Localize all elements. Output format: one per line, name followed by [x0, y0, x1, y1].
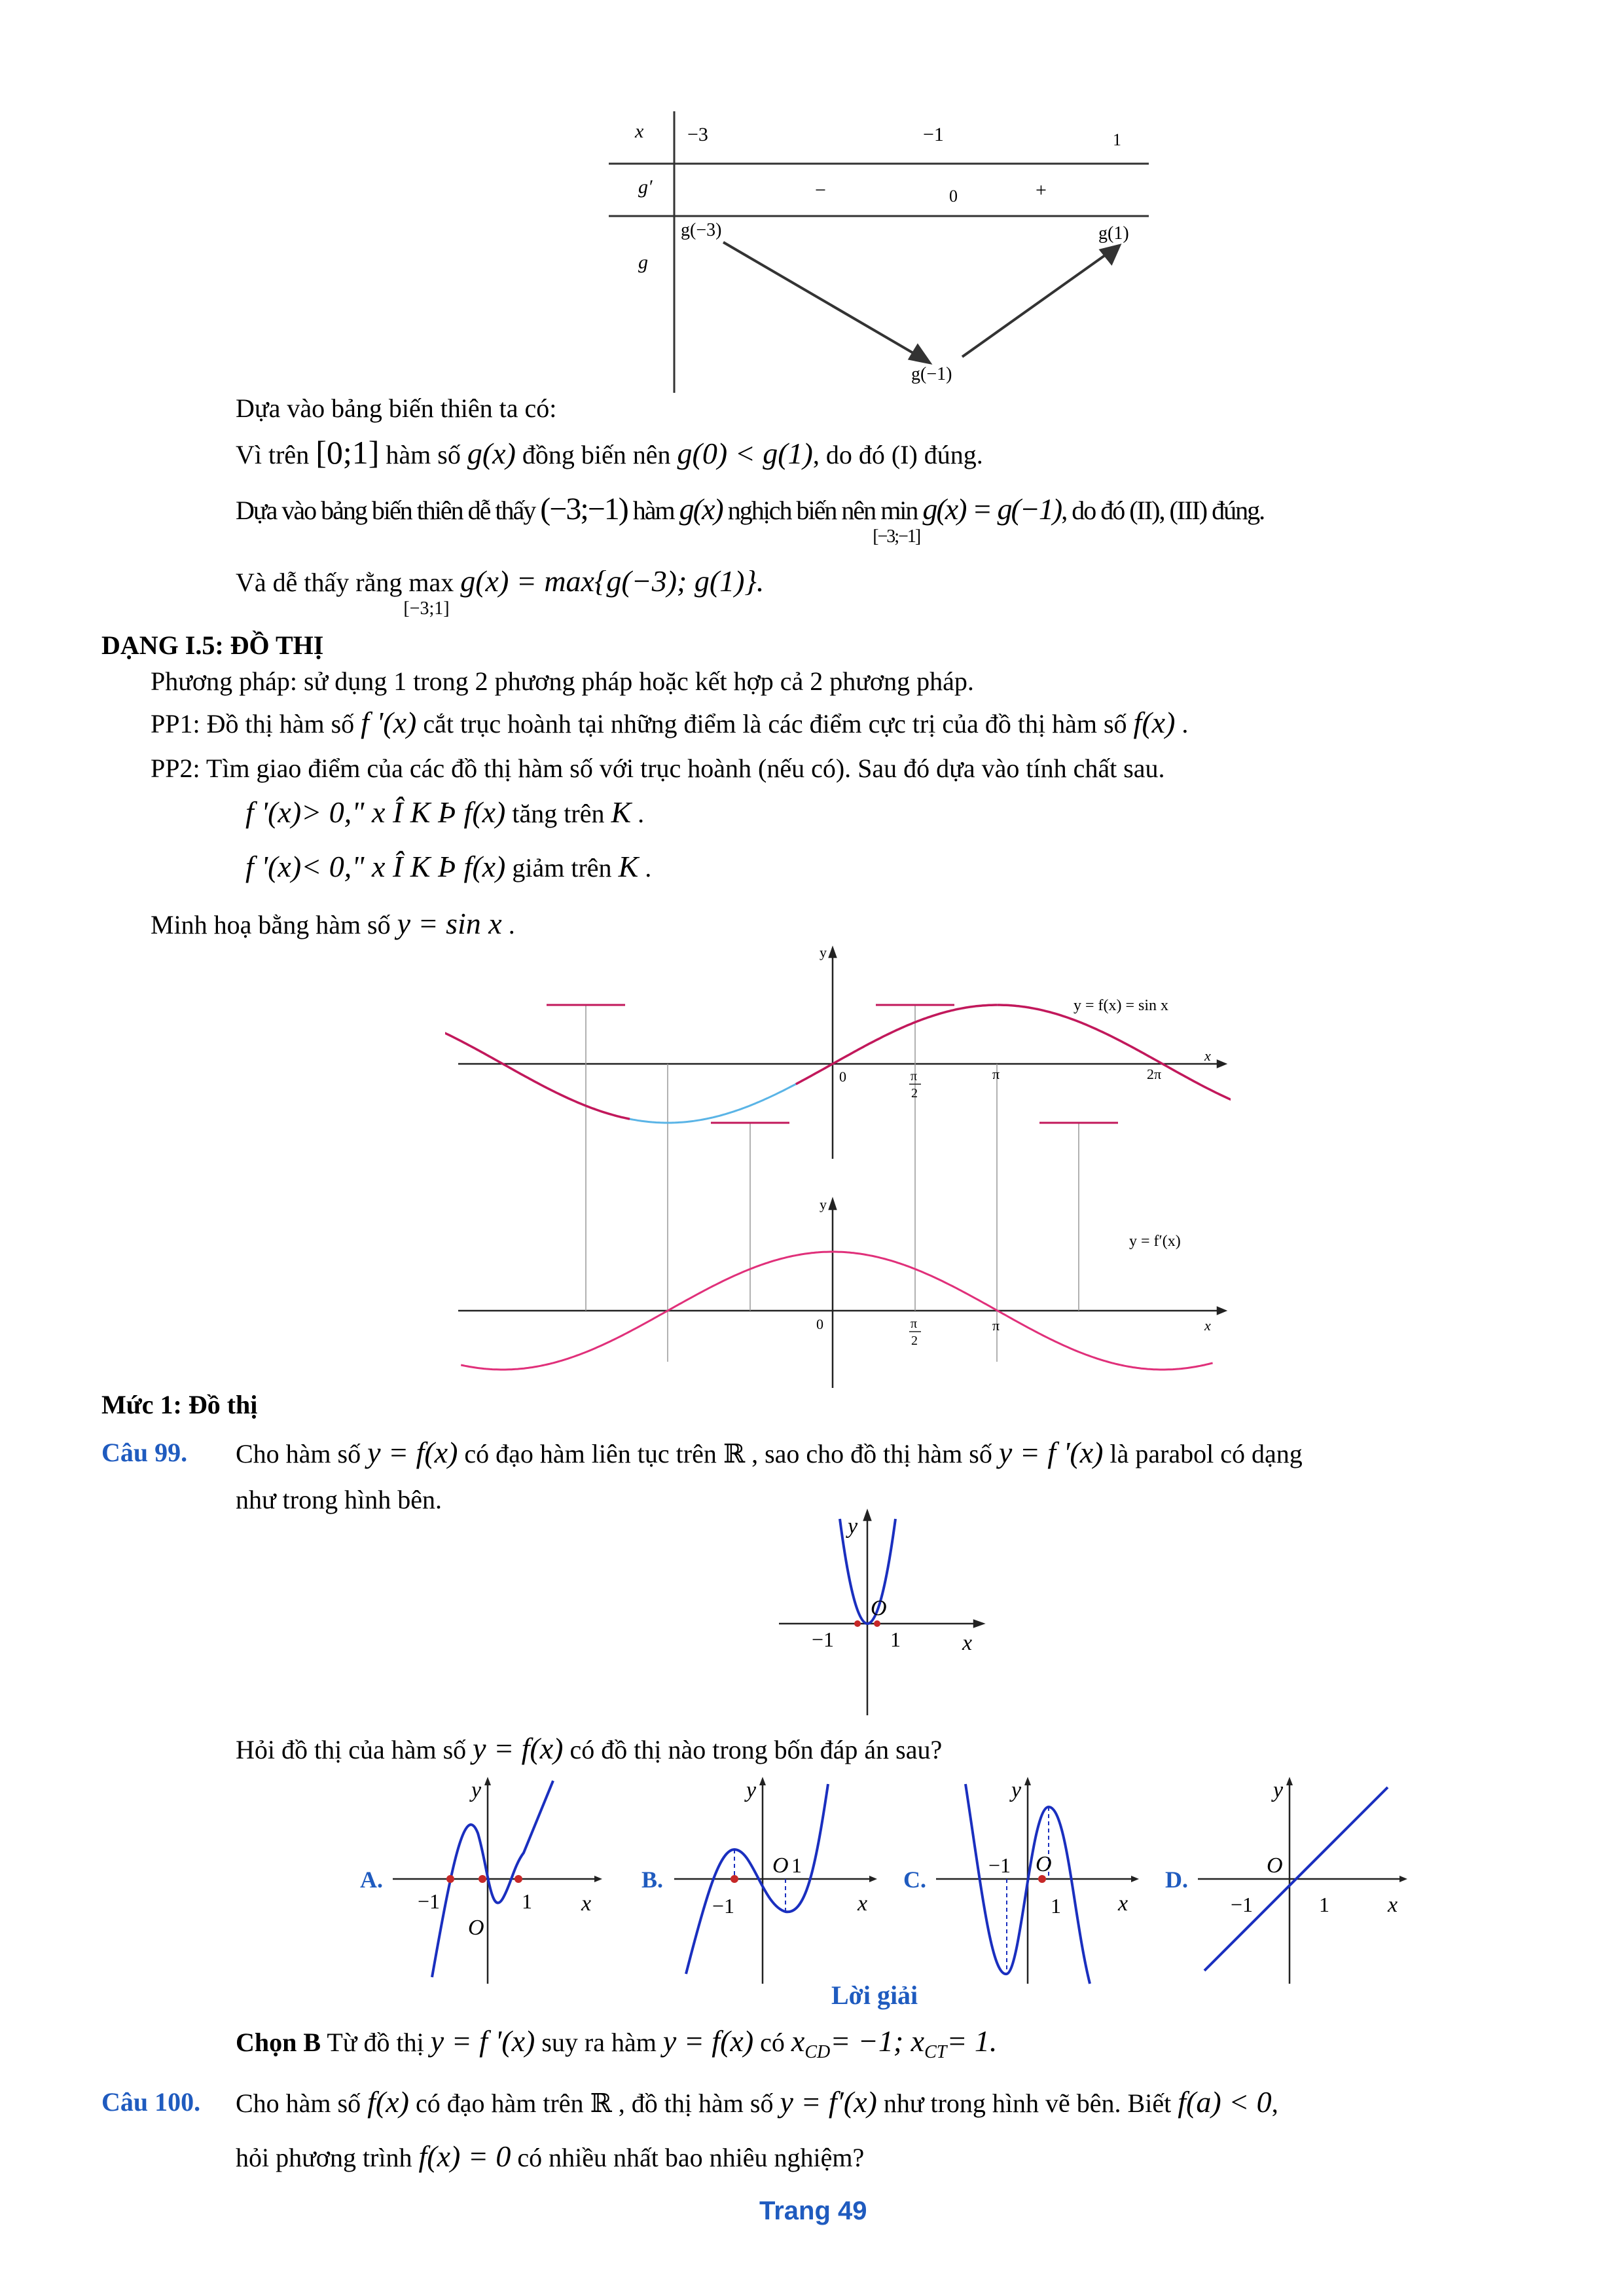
bottom-pi: π: [992, 1317, 1000, 1334]
svg-text:1: 1: [1051, 1894, 1061, 1918]
table-x-value: −1: [923, 124, 944, 145]
rule-decreasing: f '(x)< 0," x Î K Þ f(x) giảm trên K .: [245, 850, 652, 883]
sine-decreasing-highlight: [998, 1005, 1231, 1119]
top-pi-den: 2: [911, 1086, 918, 1101]
option-b[interactable]: [641, 1777, 877, 1984]
table-sign: −: [815, 179, 826, 201]
table-x-value: 1: [1113, 130, 1121, 149]
answer-options: [353, 1774, 1427, 1997]
svg-text:y: y: [471, 1778, 482, 1802]
svg-text:O: O: [468, 1916, 484, 1940]
option-a[interactable]: [360, 1777, 602, 1984]
svg-text:x: x: [857, 1891, 868, 1916]
pp2-line: PP2: Tìm giao điểm của các đồ thị hàm số với trục hoành (nếu có). Sau đó dựa vào tính chất sau.: [151, 754, 1165, 783]
svg-text:O: O: [1267, 1853, 1283, 1878]
svg-text:1: 1: [522, 1889, 532, 1913]
top-pi: π: [992, 1066, 1000, 1082]
table-g-bottom: g(−1): [911, 364, 952, 384]
fig-y: y: [848, 1514, 858, 1539]
table-sign: +: [1036, 179, 1047, 201]
sine-decreasing-highlight: [445, 1005, 630, 1119]
solution-title: Lời giải: [831, 1980, 918, 2010]
intro-line-2: Vì trên [0;1] hàm số g(x) đồng biến nên g(0) < g(1), do đó (I) đúng.: [236, 434, 983, 471]
svg-text:y: y: [1011, 1778, 1022, 1802]
decrease-arrow: [723, 242, 920, 357]
svg-text:D.: D.: [1165, 1867, 1188, 1893]
top-zero: 0: [839, 1068, 846, 1085]
svg-text:−1: −1: [988, 1853, 1011, 1877]
svg-text:x: x: [1388, 1893, 1398, 1917]
method-line: Phương pháp: sử dụng 1 trong 2 phương pháp hoặc kết hợp cả 2 phương pháp.: [151, 666, 974, 696]
pp1-line: PP1: Đồ thị hàm số f '(x) cắt trục hoành tại những điểm là các điểm cực trị của đồ thị hàm số f(x) .: [151, 706, 1189, 739]
table-gprime-label: g′: [638, 176, 653, 198]
illustration-line: Minh hoạ bằng hàm số y = sin x .: [151, 907, 515, 940]
table-x-label: x: [635, 120, 644, 142]
question-100-text-2: hỏi phương trình f(x) = 0 có nhiều nhất bao nhiêu nghiệm?: [236, 2140, 865, 2173]
intro-line-1: Dựa vào bảng biến thiên ta có:: [236, 393, 557, 423]
sine-derivative-figure: [445, 943, 1231, 1394]
top-x-label: x: [1204, 1048, 1211, 1064]
svg-text:−1: −1: [418, 1889, 441, 1913]
fig-x: x: [962, 1631, 973, 1655]
svg-text:A.: A.: [360, 1867, 383, 1893]
parabola-figure: [772, 1506, 995, 1722]
bottom-x-label: x: [1204, 1317, 1211, 1334]
intro-line-4: Và dễ thấy rằng max [−3;1] g(x) = max{g(−3); g(1)}.: [236, 564, 765, 619]
svg-text:y: y: [746, 1778, 757, 1802]
solution-text: Chọn B Từ đồ thị y = f '(x) suy ra hàm y = f(x) có $x_{CD}= -1$; $x_{CT}= 1$.: [236, 2024, 998, 2063]
question-99-label: Câu 99.: [101, 1438, 188, 1467]
svg-text:O: O: [772, 1853, 789, 1878]
question-100-text: Cho hàm số f(x) có đạo hàm trên ℝ , đồ thị hàm số y = f′(x) như trong hình vẽ bên. Biết f(a) < 0,: [236, 2085, 1278, 2119]
bottom-pi-den: 2: [911, 1334, 918, 1348]
bottom-graph-label: y = f′(x): [1129, 1233, 1181, 1250]
top-graph-label: y = f(x) = sin x: [1074, 997, 1169, 1014]
question-99-text: Cho hàm số y = f(x) có đạo hàm liên tục trên ℝ , sao cho đồ thị hàm số y = f '(x) là parabol có dạng: [236, 1436, 1303, 1469]
bottom-y-label: y: [820, 1196, 827, 1212]
svg-text:x: x: [1118, 1891, 1128, 1916]
increase-arrow: [962, 252, 1110, 357]
svg-text:1: 1: [1319, 1893, 1329, 1916]
fig-o: O: [871, 1596, 887, 1620]
svg-text:−1: −1: [1231, 1893, 1254, 1916]
table-x-value: −3: [687, 124, 708, 145]
question-99-ask: Hỏi đồ thị của hàm số y = f(x) có đồ thị nào trong bốn đáp án sau?: [236, 1732, 943, 1765]
option-c[interactable]: [903, 1777, 1139, 1984]
question-100-label: Câu 100.: [101, 2087, 201, 2117]
question-99-text-2: như trong hình bên.: [236, 1485, 442, 1514]
option-d[interactable]: [1165, 1777, 1407, 1984]
table-g-left: g(−3): [681, 220, 722, 240]
variation-table: [609, 111, 1159, 399]
intro-line-3: Dựa vào bảng biến thiên dễ thấy (−3;−1) hàm g(x) nghịch biến nên min [−3;−1] g(x) = g(−1), do đó (II), (III) đúng.: [236, 492, 1265, 547]
section-title: DẠNG I.5: ĐỒ THỊ: [101, 630, 324, 660]
svg-text:C.: C.: [903, 1867, 926, 1893]
svg-text:−1: −1: [712, 1894, 735, 1918]
level-title: Mức 1: Đồ thị: [101, 1390, 258, 1419]
sine-increasing-highlight: [796, 1005, 998, 1084]
top-2pi: 2π: [1147, 1066, 1162, 1082]
svg-text:B.: B.: [641, 1867, 664, 1893]
svg-text:1: 1: [791, 1853, 802, 1877]
svg-text:y: y: [1273, 1778, 1284, 1802]
svg-text:x: x: [581, 1891, 592, 1916]
top-y-label: y: [820, 944, 827, 960]
fig-m1: −1: [812, 1628, 835, 1651]
top-pi-num: π: [911, 1069, 918, 1084]
table-sign: 0: [949, 187, 958, 206]
bottom-zero: 0: [816, 1316, 823, 1332]
fig-p1: 1: [890, 1628, 901, 1651]
rule-increasing: f '(x)> 0," x Î K Þ f(x) tăng trên K .: [245, 795, 645, 829]
svg-text:O: O: [1036, 1852, 1052, 1876]
page-number: Trang 49: [759, 2196, 867, 2225]
table-g-right: g(1): [1098, 223, 1129, 244]
bottom-pi-num: π: [911, 1317, 918, 1331]
table-g-label: g: [638, 251, 648, 273]
